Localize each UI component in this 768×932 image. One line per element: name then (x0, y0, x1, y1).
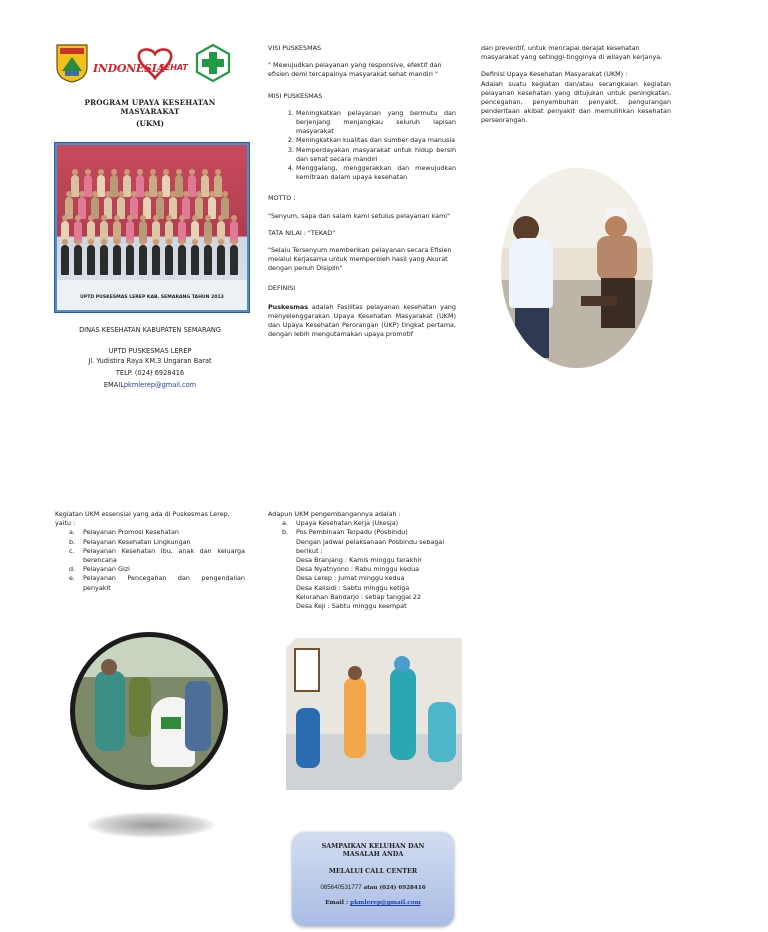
ukm-development-section (268, 510, 458, 611)
schedule-intro: Dengan jadwal pelaksanaan Posbindu sebagai berikut : (296, 537, 445, 555)
schedule-item: Desa Kalisidi : Sabtu minggu ketiga (296, 583, 410, 592)
staff-head (153, 215, 159, 221)
staff-head (150, 169, 156, 175)
staff-head (202, 169, 208, 175)
staff-member (165, 245, 173, 275)
staff-head (166, 239, 172, 245)
staff-head (196, 191, 202, 197)
staff-member (152, 245, 160, 275)
logo-row (55, 42, 235, 86)
staff-head (88, 215, 94, 221)
staff-member (149, 175, 157, 197)
schedule-item: Desa Keji : Sabtu minggu keempat (296, 602, 407, 611)
email-label: EMAIL (103, 381, 124, 389)
staff-member (191, 245, 199, 275)
staff-head (218, 215, 224, 221)
staff-head (101, 215, 107, 221)
staff-member (230, 245, 238, 275)
misi-item: 4. Menggalang, menggerakkan dan mewujudkan kemitraan dalam upaya kesehatan (296, 164, 456, 182)
staff-head (215, 169, 221, 175)
staff-head (176, 169, 182, 175)
posbindu-activity-photo (280, 632, 468, 796)
weighing-activity-photo (70, 632, 228, 790)
staff-member (217, 245, 225, 275)
visi-text: " Mewujudkan pelayanan yang responsive, efektif dan efisien demi tercapainya masyarakat sehat mandiri " (268, 61, 442, 79)
ukm-definition: Adalah suatu kegiatan dan/atau serangkaian kegiatan pelayanan kesehatan yang ditujukan untuk peningkatan, pencegahan, penyembuhan penyakit, pengurangan penderitaan akibat penyakit dan memulihkan kesehatan perseorangan. (481, 79, 671, 125)
staff-head (209, 191, 215, 197)
staff-member (136, 175, 144, 197)
staff-head (111, 169, 117, 175)
staff-head (127, 215, 133, 221)
staff-member (175, 175, 183, 197)
staff-group-photo (55, 143, 249, 312)
staff-head (153, 239, 159, 245)
staff-member (126, 245, 134, 275)
email-line (55, 381, 245, 390)
list-item: b. Pos Pembinaan Terpadu (Posbindu) (282, 528, 408, 537)
schedule-item: Desa Lerep : Jumat minggu kedua (296, 574, 405, 583)
motto-text: "Senyum, sapa dan salam kami setulus pelayanan kami" (268, 211, 451, 220)
staff-member (110, 175, 118, 197)
staff-head (62, 215, 68, 221)
ukm-essential-intro: Kegiatan UKM essensial yang ada di Puskesmas Lerep, yaitu : (55, 510, 230, 528)
definisi-term: Puskesmas (268, 302, 309, 311)
list-item: d. Pelayanan Gizi (69, 565, 130, 574)
staff-member (84, 175, 92, 197)
callout-line3: MELALUI CALL CENTER (328, 867, 418, 875)
photo-shadow (86, 812, 216, 838)
list-item: a. Pelayanan Promosi Kesehatan (69, 528, 179, 537)
staff-head (192, 215, 198, 221)
callout-email-label: Email : (325, 900, 351, 906)
callout-line1: SAMPAIKAN KELUHAN DAN (321, 842, 425, 850)
staff-head (79, 191, 85, 197)
staff-head (222, 191, 228, 197)
schedule-item: Desa Nyatnyono : Rabu minggu kedua (296, 565, 420, 574)
call-center-callout (292, 832, 454, 926)
staff-head (92, 191, 98, 197)
staff-head (192, 239, 198, 245)
ukm-development-list (268, 519, 458, 537)
staff-head (98, 169, 104, 175)
staff-member (113, 245, 121, 275)
staff-head (75, 215, 81, 221)
address: Jl. Yudistira Raya KM.3 Ungaran Barat (88, 357, 212, 365)
staff-member (87, 245, 95, 275)
staff-head (140, 215, 146, 221)
staff-head (85, 169, 91, 175)
indonesia-sehat-logo-icon (93, 48, 193, 82)
column-3 (481, 44, 671, 126)
staff-member (162, 175, 170, 197)
definisi-body: adalah Fasilitas pelayanan kesehatan yang menyelenggarakan Upaya Kesehatan Masyarakat (UKM) dan Upaya Kesehatan Perorangan (UKP) tingkat pertama, dengan lebih mengutamakan upaya promotif (268, 302, 456, 339)
ukm-essential-list (55, 528, 245, 592)
ukm-heading: Definisi Upaya Kesehatan Masyarakat (UKM) : (481, 70, 628, 79)
staff-member (178, 245, 186, 275)
program-title: PROGRAM UPAYA KESEHATAN MASYARAKAT (84, 98, 216, 116)
unit-name: UPTD PUSKESMAS LEREP (108, 347, 192, 355)
ukm-development-intro: Adapun UKM pengembangannya adalah : (268, 510, 401, 518)
photo-caption: UPTD PUSKESMAS LEREP KAB. SEMARANG TAHUN 2013 (80, 295, 224, 300)
staff-head (101, 239, 107, 245)
staff-head (189, 169, 195, 175)
tata-nilai-text: "Selalu Tersenyum memberikan pelayanan secara Efisien melalui Kerjasama untuk memperoleh hasil yang Akurat dengan penuh Disiplin" (268, 246, 452, 273)
tata-nilai-heading: TATA NILAI : "TEKAD" (268, 228, 336, 237)
staff-head (118, 191, 124, 197)
staff-member (100, 245, 108, 275)
staff-head (62, 239, 68, 245)
staff-member (97, 175, 105, 197)
staff-head (183, 191, 189, 197)
schedule-item: Desa Branjang : Kamis minggu terakhir (296, 556, 422, 565)
staff-member (74, 245, 82, 275)
staff-member (61, 245, 69, 275)
staff-head (140, 239, 146, 245)
misi-item: 1. Meningkatkan pelayanan yang bermutu dan berjenjang menjangkau seluruh lapisan masyarakat (296, 109, 456, 137)
staff-head (205, 215, 211, 221)
indonesia-text: INDONESIA (93, 62, 165, 75)
staff-head (114, 215, 120, 221)
sehat-text: SEHAT (159, 63, 188, 72)
ukm-essential-section (55, 510, 245, 593)
staff-head (114, 239, 120, 245)
staff-member (204, 245, 212, 275)
staff-head (179, 215, 185, 221)
staff-member (214, 175, 222, 197)
motto-heading: MOTTO : (268, 194, 296, 203)
staff-head (131, 191, 137, 197)
health-cross-icon (195, 44, 231, 82)
staff-head (88, 239, 94, 245)
callout-phone-line (292, 884, 454, 891)
definisi-text (268, 303, 456, 340)
staff-head (179, 239, 185, 245)
staff-member (139, 245, 147, 275)
email-link[interactable]: pkmlerep@gmail.com (123, 381, 197, 389)
column-2 (268, 44, 456, 340)
staff-head (72, 169, 78, 175)
staff-head (137, 169, 143, 175)
staff-head (66, 191, 72, 197)
staff-head (163, 169, 169, 175)
staff-head (170, 191, 176, 197)
misi-item: 3. Memperdayakan masyarakat untuk hidup bersih dan sehat secara mandiri (296, 146, 456, 164)
staff-head (144, 191, 150, 197)
misi-list (268, 109, 456, 183)
staff-member (123, 175, 131, 197)
staff-member (201, 175, 209, 197)
definisi-heading: DEFINISI (268, 283, 296, 292)
staff-head (127, 239, 133, 245)
staff-head (75, 239, 81, 245)
list-item: a. Upaya Kesehatan Kerja (Ukesja) (282, 519, 399, 528)
staff-head (166, 215, 172, 221)
staff-head (157, 191, 163, 197)
phone-suffix: atau (024) 6928416 (361, 885, 426, 891)
staff-member (188, 175, 196, 197)
list-item: e. Pelayanan Pencegahan dan pengendalian penyakit (69, 574, 245, 592)
agency-name: DINAS KESEHATAN KABUPATEN SEMARANG (79, 326, 221, 334)
phone: TELP. (024) 6928416 (115, 369, 185, 377)
list-item: b. Pelayanan Kesehatan Lingkungan (69, 537, 191, 546)
staff-head (231, 215, 237, 221)
callout-email-line (292, 900, 454, 906)
staff-member (71, 175, 79, 197)
kabupaten-seal-icon (55, 43, 89, 83)
misi-item: 2. Meningkatkan kualitas dan sumber daya manusia (296, 136, 456, 145)
staff-head (124, 169, 130, 175)
definisi-continued: dan preventif, untuk mencapai derajat kesehatan masyarakat yang setinggi-tingginya di wilayah kerjanya. (481, 44, 663, 62)
blood-pressure-photo (501, 168, 653, 368)
callout-line2: MASALAH ANDA (342, 850, 404, 858)
visi-heading: VISI PUSKESMAS (268, 44, 322, 52)
staff-head (231, 239, 237, 245)
misi-heading: MISI PUSKESMAS (268, 91, 323, 100)
schedule-item: Kelurahan Bandarjo : setiap tanggal 22 (296, 592, 422, 601)
list-item: c. Pelayanan Kesehatan Ibu, anak dan keluarga berencana (69, 546, 245, 565)
program-subtitle: (UKM) (135, 119, 165, 128)
staff-head (205, 239, 211, 245)
staff-head (105, 191, 111, 197)
staff-head (218, 239, 224, 245)
callout-email-link[interactable]: pkmlerep@gmail.com (350, 900, 421, 906)
call-center-phone[interactable]: 085640531777 (320, 884, 362, 891)
